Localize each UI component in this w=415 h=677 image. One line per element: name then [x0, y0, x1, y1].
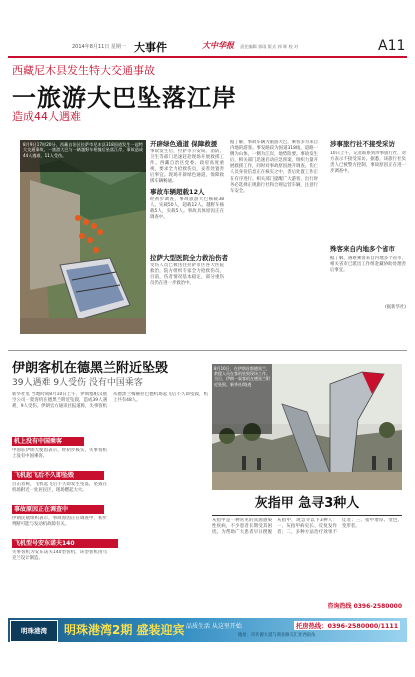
story3-hotline-label: 咨询热线: [327, 603, 352, 610]
story3-rule: [212, 515, 402, 516]
story2-body: 新华社电 当地时间8月10日上午，伊朗塞帕汉航空公司一架客机在德黑兰附近坠毁，造成39人遇难，9人受伤。伊朗官方通讯社报道称，失事客机从德黑兰梅赫拉巴德机场起飞后不久即坠毁，机上共有48人。: [12, 392, 208, 410]
ad-logo-text: 明珠港湾: [21, 627, 47, 635]
header-subnav: 责任编辑 郭雨 版式 郭 辉 校 对: [240, 44, 299, 49]
col1-body-1: 事故发生后，拉萨市公安局、消防、卫生等部门迅速赶赴现场开展救援工作。西藏自治区党委、政府高度重视，要求全力抢救伤员，妥善处置善后事宜。现场开辟绿色通道，保障救援车辆畅通。: [150, 149, 224, 185]
plane-photo-caption: [212, 364, 272, 434]
ad-slogan: 品质生活 从这里开始: [186, 623, 242, 630]
col1-heading-3: 拉萨大型医院全力救治伤者: [150, 254, 228, 262]
bottom-ad-banner: [8, 618, 407, 642]
accident-photo: [20, 140, 146, 334]
col3-heading-2: 殊客来自内地多个省市: [330, 245, 395, 253]
story2-subheading-2: 飞机起飞后不久即坠毁: [12, 471, 104, 480]
story2-text: [12, 392, 208, 614]
col3-heading-1: 涉事旅行社不接受采访: [330, 140, 395, 148]
header-section: 大事件: [134, 41, 167, 54]
page-header: [72, 38, 407, 56]
story1-headline: 一旅游大巴坠落江岸: [12, 84, 237, 112]
col1-heading-1: 开辟绿色通道 保障救援: [150, 140, 218, 148]
story2-subbody-2: 目击者称，飞机起飞后不久即发生坠落，坠毁在机场附近一处居民区，现场燃起大火。: [12, 482, 107, 494]
plane-crash-photo: [212, 364, 402, 490]
story2-subbody-1: 中国驻伊朗大使馆表示，经初步核实，失事客机上没有中国乘客。: [12, 448, 107, 460]
header-page-number: A11: [378, 38, 406, 54]
ad-logo: [10, 620, 58, 642]
header-brand: 大中华报: [202, 41, 234, 50]
story1-credit: (据新华社): [385, 305, 406, 310]
ad-main-text: 明珠港湾2期 盛装迎宾: [64, 623, 185, 637]
story2-subhead: 39人遇难 9人受伤 没有中国乘客: [12, 378, 143, 388]
story1-kicker: 西藏尼木县发生特大交通事故: [12, 64, 155, 77]
plane-photo-caption-text: 8月10日，在伊朗首都德黑兰，救援人员在客机坠毁现场工作。当日，伊朗一架客机在德黑兰附近坠毁。新华社/路透: [214, 366, 270, 387]
story3-hotline-number: 0396-2580000: [353, 603, 402, 610]
story1-column-2: 据了解，事故车辆为旅游大巴，乘客多为来自内地的游客。事发路段为国道318线，道路一侧为山体，一侧为江岸，地势险要。事故发生后，相关部门迅速启动应急预案，组织力量开展救援工作，同时对事故原因展开调查。伤亡人员身份信息正在核实之中，善后处置工作正在有序进行。相关部门提醒广大游客，出行时务必选择正规旅行社和合规运营车辆，注意行车安全。: [230, 140, 318, 194]
story2-kicker: 伊朗客机在德黑兰附近坠毁: [12, 361, 169, 376]
section-divider: [8, 350, 407, 351]
story2-subheading-1: 机上没有中国乘客: [12, 437, 84, 446]
ad-address: 地址：市开源大道与商业路交汇处西南角: [238, 633, 316, 638]
story2-subheading-4: 飞机型号安东诺夫140: [12, 539, 118, 548]
story3-headline-bar: [212, 494, 402, 514]
story2-subbody-4: 失事客机为安东诺夫140型客机，该型客机由乌克兰设计制造。: [12, 550, 107, 562]
col3-body-2: 据了解，遇难乘客来自内地多个省市，相关省市已派出工作组赴藏协助处理善后事宜。: [330, 256, 406, 274]
col1-heading-2: 事故车辆超载12人: [150, 188, 205, 196]
story2-subheading-3: 事故原因正在调查中: [12, 505, 104, 514]
story1-column-3: [330, 140, 406, 340]
story3-headline: 灰指甲 急寻3种人: [254, 496, 360, 511]
ad-phone: 托房热线：0396-2580000/1111: [296, 623, 399, 630]
col3-body-1: 10日上午，记者联系到涉事旅行社，对方表示不接受采访。据悉，该旅行社负责人已被警方控制，事故原因正在进一步调查中。: [330, 151, 406, 175]
story3-hotline: [300, 601, 402, 611]
story3-body: 灰指甲是一种常见的真菌感染性疾病，不少患者长期受其困扰。为帮助广大患者早日摆脱灰指甲，现急寻以下3种人：一、灰指甲病史长、反复发作者；二、多种方法治疗效果不佳者；三、指甲增厚、变色、变形者。: [212, 518, 402, 536]
header-date: 2014年8月11日 星期一: [72, 44, 126, 50]
story1-column-1: [150, 140, 228, 340]
accident-photo-caption: [20, 140, 146, 172]
accident-photo-caption-text: 8月9日17时20分，西藏自治区拉萨市尼木县318国道发生一起特大交通事故，一旅游大巴与一辆越野车相撞后坠落江岸，事故造成44人遇难，11人受伤。: [23, 142, 143, 158]
header-rule: [8, 56, 407, 58]
col1-body-2: 经初步调查，事故旅游大巴核载38人，实载50人，超载12人。越野车核载5人，实载5人。事故具体原因正在调查中。: [150, 197, 224, 221]
col1-body-3: 受伤人员已被送往拉萨市区各大医院救治，院方组织专家全力抢救伤员。目前，伤者情况基本稳定，部分重伤员仍在进一步救治中。: [150, 263, 224, 287]
story2-subbody-3: 伊朗民航组织表示，事故原因正在调查中，初步判断可能与发动机故障有关。: [12, 516, 107, 528]
story1-subhead: 造成44人遇难: [12, 110, 81, 123]
